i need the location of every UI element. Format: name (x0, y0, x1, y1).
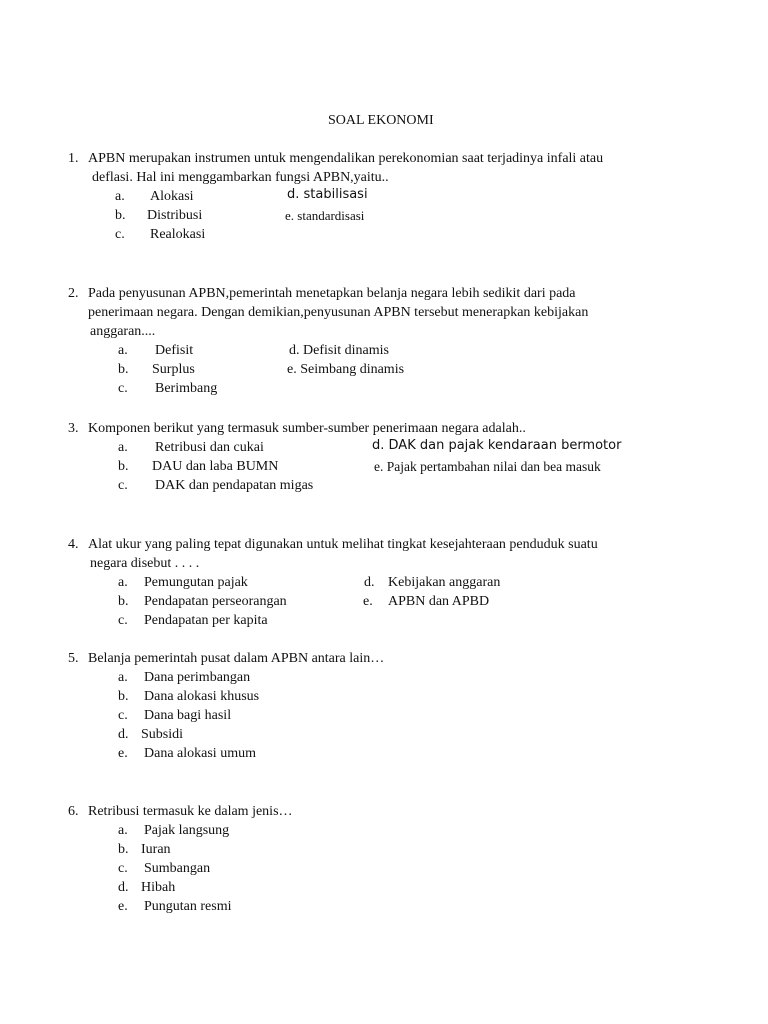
option-text: Dana perimbangan (144, 670, 251, 685)
option-letter: c. (118, 861, 128, 876)
option-letter: a. (118, 670, 128, 685)
option-text: Kebijakan anggaran (388, 575, 501, 590)
option-text: Surplus (152, 362, 195, 377)
question-number: 4. (68, 537, 79, 552)
page-title: SOAL EKONOMI (328, 113, 434, 128)
question-number: 2. (68, 286, 79, 301)
option-letter: e. (118, 746, 128, 761)
option-letter: c. (118, 708, 128, 723)
question-text: Komponen berikut yang termasuk sumber-sumber penerimaan negara adalah.. (88, 421, 526, 436)
question-text: APBN merupakan instrumen untuk mengendalikan perekonomian saat terjadinya infali atau (88, 151, 604, 166)
option-text: Distribusi (147, 208, 203, 223)
question-number: 3. (68, 421, 79, 436)
option-text: Pajak langsung (144, 823, 230, 838)
option-text: Dana alokasi khusus (144, 689, 260, 704)
option-letter: a. (118, 440, 128, 455)
option-text: Dana alokasi umum (144, 746, 256, 761)
option-letter: c. (115, 227, 125, 242)
option-text: Realokasi (150, 227, 206, 242)
option-letter: a. (118, 575, 128, 590)
question-text: Pada penyusunan APBN,pemerintah menetapkan belanja negara lebih sedikit dari pada (88, 286, 576, 301)
option-letter: b. (118, 594, 129, 609)
option-text: Pendapatan per kapita (144, 613, 268, 628)
option-text: APBN dan APBD (388, 594, 490, 609)
option-text: DAU dan laba BUMN (152, 459, 279, 474)
option-text: d. stabilisasi (287, 187, 368, 202)
option-text: Berimbang (155, 381, 218, 396)
option-letter: e. (363, 594, 373, 609)
option-text: d. Defisit dinamis (289, 343, 389, 358)
option-text: Hibah (141, 880, 176, 895)
question-text: Belanja pemerintah pusat dalam APBN antara lain… (88, 651, 385, 666)
question-text: anggaran.... (90, 324, 156, 339)
option-text: Pendapatan perseorangan (144, 594, 287, 609)
option-letter: b. (118, 842, 129, 857)
option-text: Alokasi (150, 189, 194, 204)
option-text: Pemungutan pajak (144, 575, 248, 590)
option-text: e. standardisasi (285, 208, 365, 223)
option-text: Dana bagi hasil (144, 708, 232, 723)
option-text: Retribusi dan cukai (155, 440, 264, 455)
option-letter: d. (364, 575, 375, 590)
option-letter: b. (118, 362, 129, 377)
question-text: penerimaan negara. Dengan demikian,penyusunan APBN tersebut menerapkan kebijakan (88, 305, 589, 320)
option-text: e. Pajak pertambahan nilai dan bea masuk (374, 459, 601, 474)
option-letter: c. (118, 613, 128, 628)
option-letter: a. (118, 343, 128, 358)
option-letter: b. (115, 208, 126, 223)
question-number: 1. (68, 151, 79, 166)
option-letter: c. (118, 478, 128, 493)
option-text: Defisit (155, 343, 194, 358)
option-letter: d. (118, 880, 129, 895)
option-letter: a. (115, 189, 125, 204)
option-letter: d. (118, 727, 129, 742)
option-text: e. Seimbang dinamis (287, 362, 405, 377)
option-letter: b. (118, 459, 129, 474)
option-text: Sumbangan (144, 861, 211, 876)
option-letter: e. (118, 899, 128, 914)
option-letter: a. (118, 823, 128, 838)
question-text: negara disebut . . . . (90, 556, 200, 571)
question-number: 6. (68, 804, 79, 819)
option-text: Subsidi (141, 727, 184, 742)
option-text: d. DAK dan pajak kendaraan bermotor (372, 438, 622, 453)
option-letter: c. (118, 381, 128, 396)
option-text: DAK dan pendapatan migas (155, 478, 314, 493)
option-letter: b. (118, 689, 129, 704)
option-text: Pungutan resmi (144, 899, 232, 914)
question-text: Alat ukur yang paling tepat digunakan untuk melihat tingkat kesejahteraan penduduk suatu (88, 537, 598, 552)
question-text: Retribusi termasuk ke dalam jenis… (88, 804, 293, 819)
question-number: 5. (68, 651, 79, 666)
option-text: Iuran (141, 842, 171, 857)
question-text: deflasi. Hal ini menggambarkan fungsi APBN,yaitu.. (92, 170, 389, 185)
